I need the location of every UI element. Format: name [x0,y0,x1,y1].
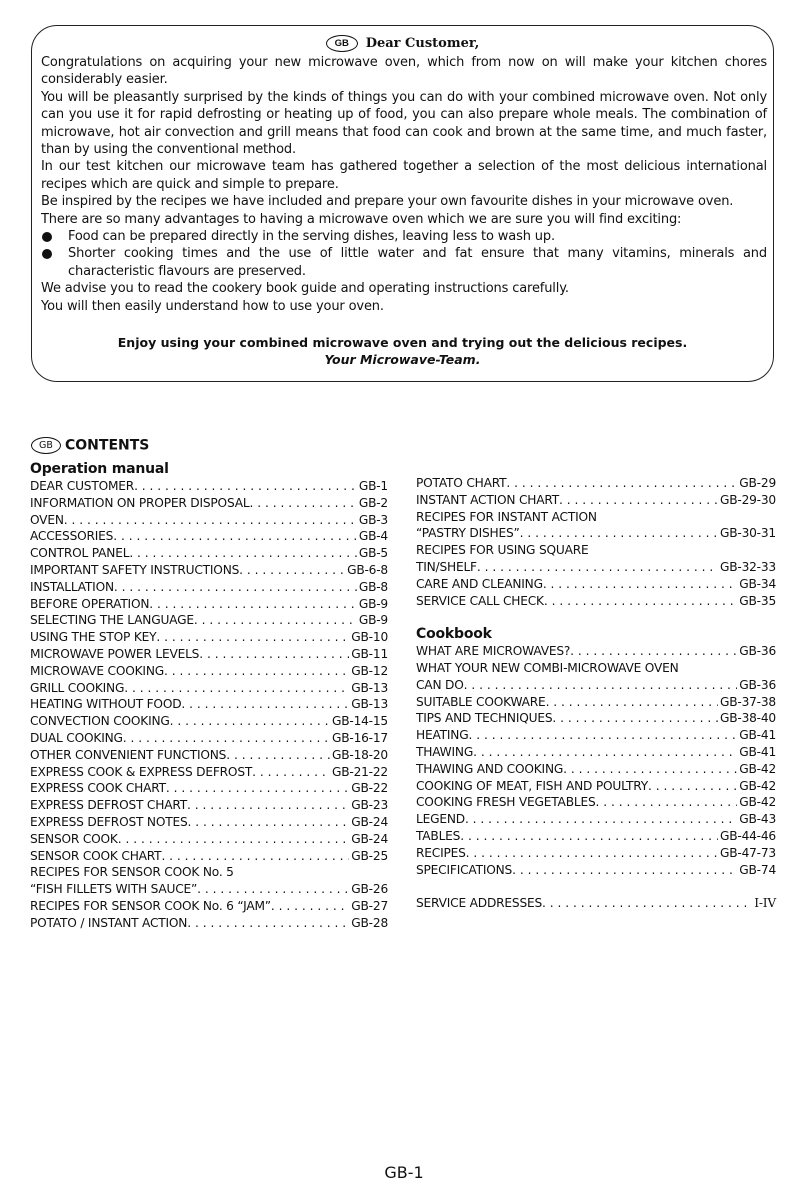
toc-entry-title: RECIPES FOR SENSOR COOK No. 5 [30,865,234,880]
toc-entry [30,545,388,562]
letter-paragraph: We advise you to read the cookery book guide and operating instructions carefully. [41,281,569,297]
toc-entry-title: SENSOR COOK CHART [30,848,162,863]
toc-entry-page: GB-21-22 [331,764,388,779]
toc-entry-title: COOKING FRESH VEGETABLES [416,795,596,810]
team-signature: Your Microwave-Team. [324,352,481,367]
letter-paragraph: Congratulations on acquiring your new microwave oven, which from now on will make your kitchen chores considerably easier. [41,55,767,88]
dot-leader [123,730,330,747]
toc-entry-page: GB-16-17 [331,730,388,745]
toc-entry [30,898,388,915]
toc-entry-page: GB-74 [739,862,776,877]
bullet-dot-icon [42,249,52,259]
toc-entry-title: RECIPES FOR INSTANT ACTION [416,509,597,524]
dot-leader [166,780,349,797]
toc-entry-page: GB-37-38 [719,694,776,709]
toc-entry-title: POTATO / INSTANT ACTION [30,915,188,930]
dot-leader [512,862,737,879]
toc-entry-title: HEATING [416,728,469,743]
toc-entry [30,478,388,495]
salutation: Dear Customer, [365,36,480,51]
dot-leader [187,797,349,814]
toc-entry [416,694,776,711]
toc-entry [416,761,776,778]
page-number: GB-1 [384,1163,424,1182]
toc-entry [30,814,388,831]
toc-entry-title: GRILL COOKING [30,680,125,695]
toc-entry-page: GB-11 [351,646,388,661]
letter-paragraph: In our test kitchen our microwave team has gathered together a selection of the most delicious international recipes which are quick and simple to prepare. [41,159,767,192]
toc-entry-page: GB-30-31 [719,526,776,541]
toc-entry [30,797,388,814]
letter-paragraph: There are so many advantages to having a microwave oven which we are sure you will find exciting: [41,211,682,227]
toc-entry-title: INFORMATION ON PROPER DISPOSAL [30,495,250,510]
toc-entry-title: SERVICE ADDRESSES [416,896,543,911]
toc-entry-page: GB-18-20 [331,747,388,762]
toc-entry-page: GB-24 [351,831,388,846]
letter-box [31,25,774,382]
dot-leader [559,492,718,509]
toc-entry-title: EXPRESS COOK & EXPRESS DEFROST [30,764,253,779]
toc-entry-page: GB-6-8 [347,562,388,577]
dot-leader [520,525,718,542]
dot-leader [552,710,718,727]
toc-entry [416,895,776,912]
dot-leader [114,579,357,596]
dot-leader [156,629,349,646]
toc-entry [416,660,776,677]
toc-entry-title: CAN DO [416,677,464,692]
toc-entry [30,512,388,529]
toc-entry-page: GB-22 [351,781,388,796]
contents-title [31,437,149,454]
gb-badge: GB [31,437,61,454]
toc-entry-title: IMPORTANT SAFETY INSTRUCTIONS [30,562,240,577]
letter-body [41,54,767,315]
toc-entry-page: GB-25 [351,848,388,863]
toc-entry-title: DUAL COOKING [30,730,123,745]
toc-entry [30,680,388,697]
toc-entry-title: THAWING [416,744,474,759]
toc-entry-title: EXPRESS COOK CHART [30,781,166,796]
toc-entry-title: SELECTING THE LANGUAGE [30,613,194,628]
dot-leader [249,495,356,512]
toc-entry [416,828,776,845]
dot-leader [164,663,349,680]
toc-entry-title: EXPRESS DEFROST NOTES [30,814,188,829]
toc-entry [30,747,388,764]
dot-leader [460,828,718,845]
toc-entry [416,643,776,660]
toc-entry [416,525,776,542]
toc-entry-page: GB-42 [739,795,776,810]
toc-entry [416,492,776,509]
dot-leader [181,696,349,713]
toc-entry-title: OTHER CONVENIENT FUNCTIONS [30,747,227,762]
toc-entry [416,576,776,593]
toc-entry [416,509,776,526]
dot-leader [197,881,349,898]
toc-entry [30,713,388,730]
toc-entry [416,559,776,576]
toc-entry [30,579,388,596]
toc-entry-title: WHAT YOUR NEW COMBI-MICROWAVE OVEN [416,660,679,675]
toc-entry-page: GB-12 [351,663,388,678]
toc-entry [416,593,776,610]
toc-entry-page: GB-10 [351,630,388,645]
toc-entry-title: DEAR CUSTOMER [30,479,135,493]
letter-paragraph: You will be pleasantly surprised by the kinds of things you can do with your combined microwave oven. Not only can you use it for rapid defrosting or heating up of food, you can also prepare whole meals. The combination of microwave, hot air convection and grill means that food can cook and brown at the same time, and much faster, than by using the conventional method. [41,89,767,158]
toc-entry [30,848,388,865]
toc-entry-page: GB-34 [739,576,776,591]
dot-leader [477,559,718,576]
dot-leader [546,694,718,711]
toc-list [30,478,388,932]
toc-entry-title: INSTALLATION [30,579,114,594]
toc-entry [30,831,388,848]
toc-entry-title: “PASTRY DISHES” [416,526,520,541]
toc-entry-title: OVEN [30,512,64,527]
dot-leader [543,576,737,593]
toc-entry-page: GB-42 [739,778,776,793]
toc-entry-page: GB-38-40 [719,711,776,726]
toc-entry-page: GB-4 [358,529,388,544]
toc-entry-page: GB-2 [358,495,388,510]
toc-entry [30,612,388,629]
dot-leader [113,528,357,545]
toc-entry [416,677,776,694]
toc-entry-title: TIN/SHELF [416,559,477,574]
dot-leader [161,848,349,865]
dot-leader [239,562,345,579]
toc-entry-title: USING THE STOP KEY [30,630,157,645]
letter-paragraph: You will then easily understand how to use your oven. [41,298,384,314]
toc-entry [30,596,388,613]
dot-leader [464,677,738,694]
toc-entry-page: GB-24 [351,814,388,829]
toc-entry-page: GB-32-33 [719,559,776,574]
toc-entry-title: BEFORE OPERATION [30,596,150,611]
toc-entry-title: CONTROL PANEL [30,546,130,561]
dot-leader [506,475,737,492]
toc-entry [30,881,388,898]
toc-entry-page: GB-43 [739,812,776,827]
toc-entry-page: GB-1 [358,479,388,493]
toc-entry-page: GB-42 [739,761,776,776]
toc-entry-page: GB-3 [358,512,388,527]
dot-leader [64,512,357,529]
dot-leader [129,545,357,562]
dot-leader [542,895,752,912]
toc-entry-page: GB-41 [739,744,776,759]
toc-entry-page: GB-23 [351,798,388,813]
toc-entry-title: SPECIFICATIONS [416,862,513,877]
toc-entry-title: RECIPES [416,845,466,860]
letter-paragraph: Be inspired by the recipes we have included and prepare your own favourite dishes in your microwave oven. [41,194,734,210]
toc-entry-page: GB-26 [351,882,388,897]
dot-leader [149,596,357,613]
toc-entry-title: CONVECTION COOKING [30,714,170,729]
dot-leader [544,593,737,610]
toc-entry-page: GB-35 [739,593,776,608]
toc-entry-title: ACCESSORIES [30,529,114,544]
toc-entry-title: SUITABLE COOKWARE [416,694,546,709]
dot-leader [465,811,737,828]
toc-entry-title: WHAT ARE MICROWAVES? [416,644,571,659]
contents-right-column [416,475,776,912]
toc-entry-page: GB-13 [351,697,388,712]
dot-leader [118,831,350,848]
toc-entry-page: GB-9 [358,596,388,611]
dot-leader [252,764,330,781]
toc-entry-title: THAWING AND COOKING [416,761,564,776]
toc-entry-page: GB-5 [358,546,388,561]
toc-entry [30,646,388,663]
toc-entry [30,663,388,680]
toc-entry-title: TABLES [416,828,461,843]
dot-leader [188,814,350,831]
toc-entry-title: HEATING WITHOUT FOOD [30,697,182,712]
dot-leader [271,898,349,915]
toc-entry-page: GB-8 [358,579,388,594]
dot-leader [199,646,349,663]
toc-entry-title: RECIPES FOR SENSOR COOK No. 6 “JAM” [30,898,271,913]
dot-leader [473,744,737,761]
toc-entry-title: TIPS AND TECHNIQUES [416,711,553,726]
toc-entry [30,915,388,932]
toc-entry-page: GB-29-30 [719,492,776,507]
letter-heading [32,35,773,52]
toc-entry-title: INSTANT ACTION CHART [416,492,560,507]
toc-entry [416,794,776,811]
toc-entry-page: GB-36 [739,644,776,659]
toc-entry-title: LEGEND [416,812,465,827]
toc-entry-title: EXPRESS DEFROST CHART [30,798,187,813]
dot-leader [187,915,349,932]
dot-leader [134,478,357,495]
toc-entry-page: GB-47-73 [719,845,776,860]
toc-entry [30,495,388,512]
toc-entry-title: “FISH FILLETS WITH SAUCE” [30,882,198,897]
toc-entry-title: SENSOR COOK [30,831,118,846]
toc-entry [30,696,388,713]
contents-title-text: CONTENTS [65,437,150,454]
bullet-text: Shorter cooking times and the use of little water and fat ensure that many vitamins, minerals and characteristic flavours are preserved. [68,246,767,279]
bullet-item [41,228,767,245]
toc-entry-title: COOKING OF MEAT, FISH AND POULTRY [416,778,649,793]
toc-entry-page: GB-9 [358,613,388,628]
toc-entry [416,744,776,761]
dot-leader [170,713,330,730]
toc-entry-page: GB-14-15 [331,714,388,729]
toc-entry-title: MICROWAVE POWER LEVELS [30,646,200,661]
toc-entry-page: GB-44-46 [719,828,776,843]
toc-entry [416,845,776,862]
contents-left-column [30,461,388,932]
toc-entry-page: GB-29 [739,476,776,490]
bullet-dot-icon [42,232,52,242]
dot-leader [466,845,718,862]
toc-entry-page: GB-36 [739,677,776,692]
toc-entry-title: CARE AND CLEANING [416,576,543,591]
toc-entry-title: SERVICE CALL CHECK [416,593,544,608]
section-heading: Operation manual [30,461,169,477]
toc-entry [416,862,776,879]
toc-entry-title: MICROWAVE COOKING [30,663,164,678]
toc-entry [416,811,776,828]
toc-entry [30,562,388,579]
toc-entry [416,727,776,744]
toc-entry-page: GB-28 [351,915,388,930]
toc-entry-title: POTATO CHART [416,476,507,490]
toc-entry [30,730,388,747]
closing [32,334,773,368]
toc-entry [416,778,776,795]
toc-entry [416,475,776,492]
dot-leader [595,794,737,811]
toc-list [416,475,776,609]
enjoy-line: Enjoy using your combined microwave oven and trying out the delicious recipes. [117,335,688,350]
toc-entry-page: GB-41 [739,728,776,743]
gb-badge: GB [326,35,358,52]
toc-entry [416,542,776,559]
dot-leader [563,761,737,778]
section-heading: Cookbook [416,626,492,643]
toc-entry-page: I-IV [754,896,776,911]
toc-entry [30,764,388,781]
bullet-text: Food can be prepared directly in the serving dishes, leaving less to wash up. [68,229,555,245]
toc-list [416,643,776,878]
toc-entry-page: GB-27 [351,898,388,913]
dot-leader [468,727,737,744]
bullet-item [41,245,767,280]
dot-leader [570,643,737,660]
toc-entry-title: RECIPES FOR USING SQUARE [416,543,589,558]
toc-entry [416,710,776,727]
toc-list [416,895,776,912]
toc-entry [30,864,388,881]
toc-entry [30,780,388,797]
dot-leader [648,778,737,795]
toc-entry [30,629,388,646]
toc-entry [30,528,388,545]
dot-leader [124,680,349,697]
dot-leader [226,747,330,764]
dot-leader [194,612,357,629]
toc-entry-page: GB-13 [351,680,388,695]
